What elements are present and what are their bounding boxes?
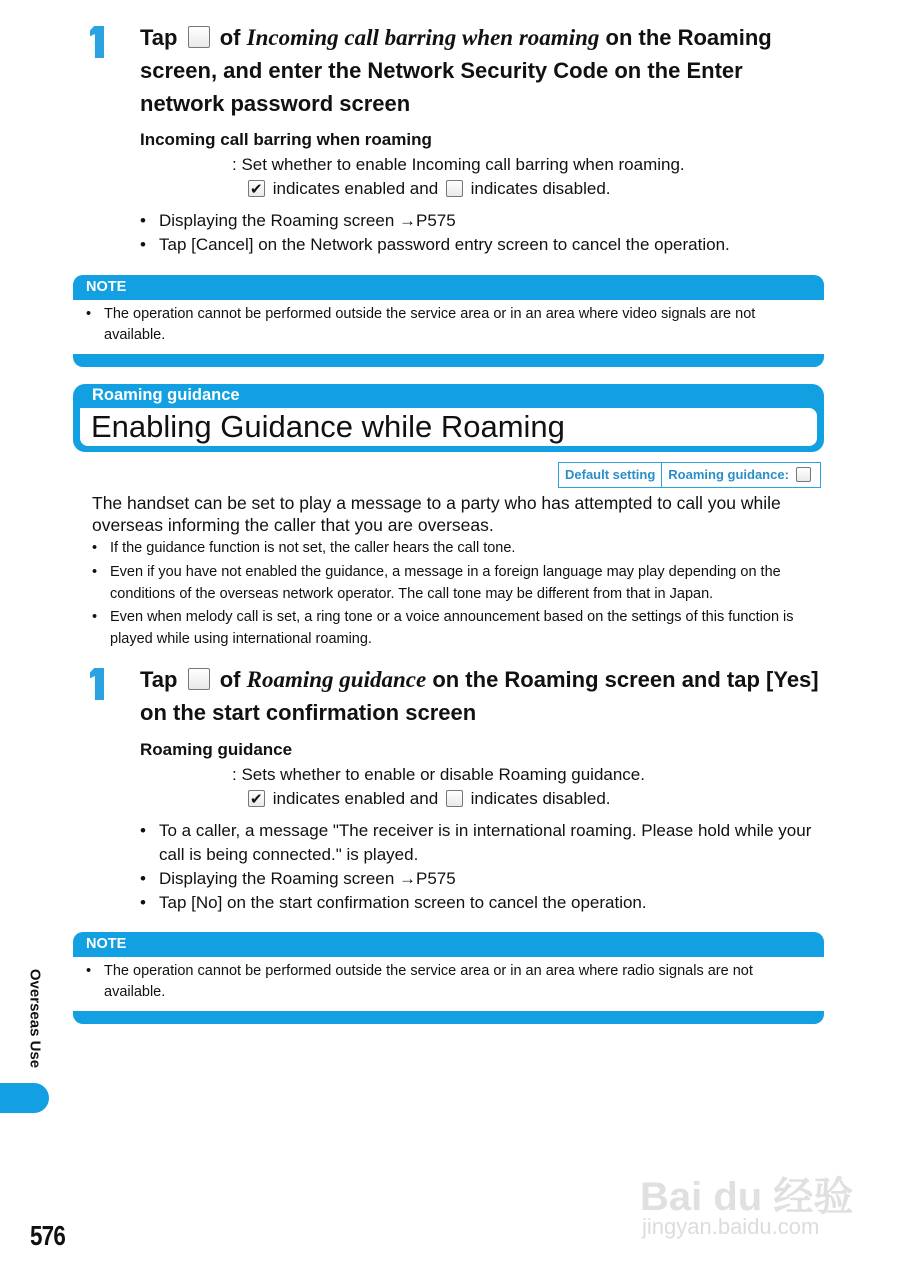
default-setting-value: Roaming guidance: [662,463,819,487]
list-item: • To a caller, a message "The receiver is in international roaming. Please hold while your call is being connected." is played. [140,819,820,867]
step-number-2-marker [90,668,104,700]
checked-checkbox-icon [248,180,265,197]
intro-paragraph: The handset can be set to play a message to a party who has attempted to call you while overseas informing the caller that you are overseas. [92,493,781,535]
chapter-tab-marker [0,1083,49,1113]
list-item: • Even if you have not enabled the guidance, a message in a foreign language may play depending on the conditions of the overseas network operator. The call tone may be different from that in Japan. [92,561,827,605]
checkbox-icon [188,26,210,48]
step-2-sub-heading: Roaming guidance [140,740,293,759]
unchecked-checkbox-icon [446,180,463,197]
step-number-1-marker [90,26,104,58]
note-heading: NOTE [73,932,824,957]
step-1-setting-name: Incoming call barring when roaming [246,25,600,50]
section-title-box [80,408,817,446]
note-text: • The operation cannot be performed outside the service area or in an area where radio signals are not available. [73,957,824,1011]
section-kicker: Roaming guidance [92,386,240,404]
list-item: • Even when melody call is set, a ring tone or a voice announcement based on the settings of this function is played while using international roaming. [92,606,827,650]
step-1-bullets [140,209,840,257]
step-2-setting-name: Roaming guidance [246,667,427,692]
note-box-2 [73,932,824,1024]
list-item: • Tap [Cancel] on the Network password entry screen to cancel the operation. [140,233,840,257]
note-box-1 [73,275,824,367]
step-2-description: : Sets whether to enable or disable Roaming guidance. ✔ indicates enabled and indicates disabled. [232,763,645,811]
step-1-title: Tap of Incoming call barring when roaming on the Roaming screen, and enter the Network Security Code on the Enter network password screen [140,25,772,116]
default-setting-label: Default setting [559,463,662,487]
page-number: 576 [30,1220,65,1251]
list-item: • If the guidance function is not set, the caller hears the call tone. [92,537,827,559]
intro-bullets [92,537,827,652]
list-item: • Displaying the Roaming screen →P575 [140,867,820,891]
watermark-url: jingyan.baidu.com [642,1214,820,1239]
section-header [73,384,824,452]
list-item: • Displaying the Roaming screen →P575 [140,209,840,233]
list-item: • Tap [No] on the start confirmation screen to cancel the operation. [140,891,820,915]
note-footer-bar [73,1011,824,1024]
section-title: Enabling Guidance while Roaming [91,409,565,444]
unchecked-checkbox-icon [796,467,811,482]
watermark-logo: Bai du 经验 [640,1175,854,1219]
chapter-side-label: Overseas Use [26,968,44,1069]
checkbox-icon [188,668,210,690]
note-footer-bar [73,354,824,367]
default-setting-box [558,462,821,488]
step-1-sub-heading: Incoming call barring when roaming [140,130,432,149]
checked-checkbox-icon [248,790,265,807]
unchecked-checkbox-icon [446,790,463,807]
step-2-title: Tap of Roaming guidance on the Roaming screen and tap [Yes] on the start confirmation screen [140,667,819,725]
note-heading: NOTE [73,275,824,300]
step-2-bullets [140,819,820,915]
step-1-description: : Set whether to enable Incoming call barring when roaming. ✔ indicates enabled and indicates disabled. [232,153,685,201]
note-text: • The operation cannot be performed outside the service area or in an area where video signals are not available. [73,300,824,354]
